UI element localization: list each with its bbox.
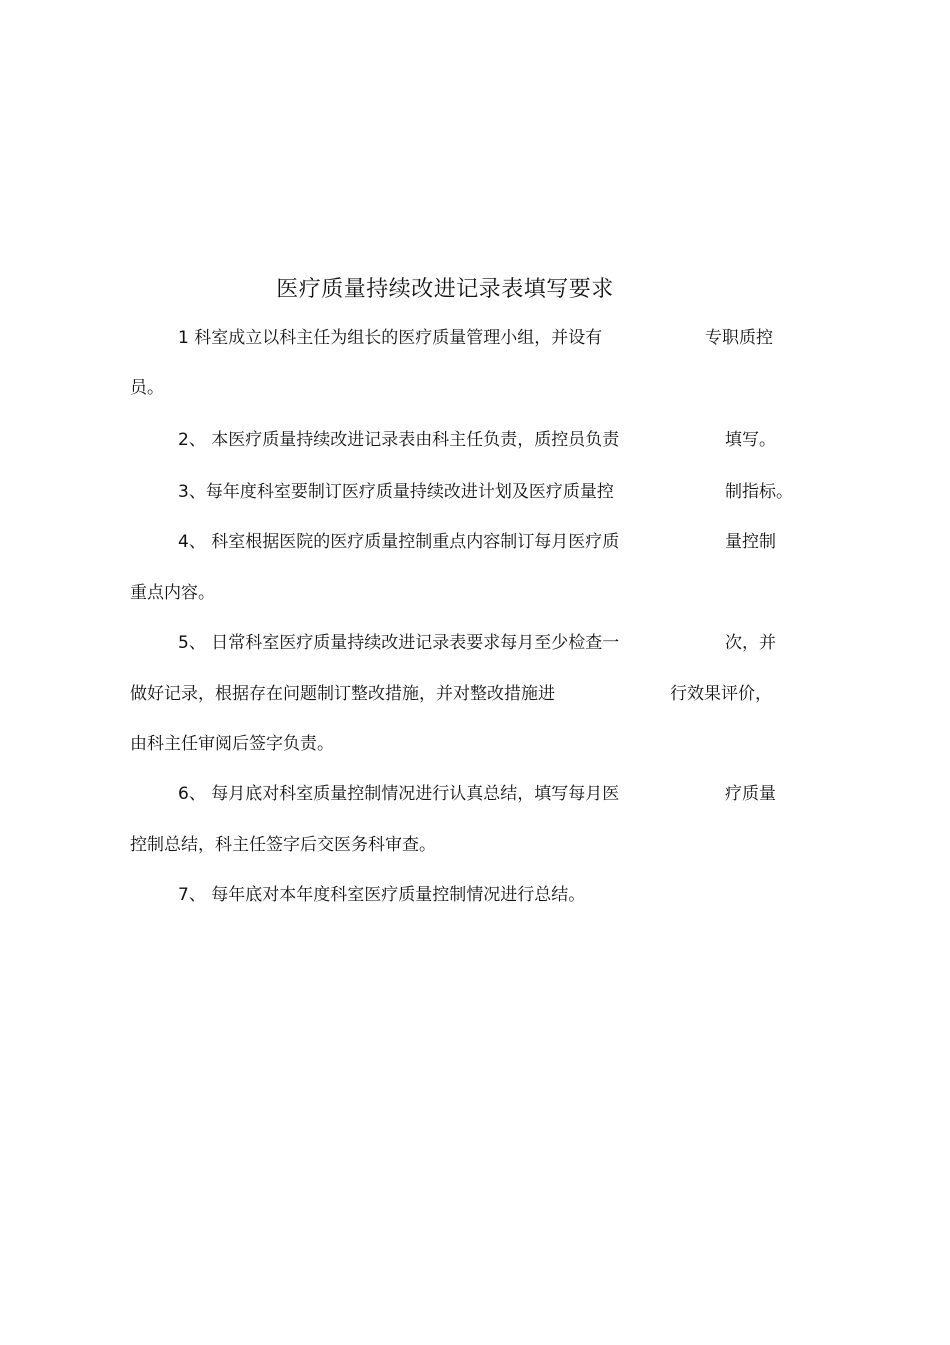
paragraph-5-text-c: 做好记录，根据存在问题制订整改措施，并对整改措施进 (130, 684, 555, 704)
paragraph-1-line-2 (130, 373, 820, 403)
paragraph-6-text-a: 6、 每月底对科室质量控制情况进行认真总结，填写每月医 (178, 784, 620, 804)
paragraph-3-text-a: 3、每年度科室要制订医疗质量持续改进计划及医疗质量控 (178, 482, 614, 502)
paragraph-1-text-a: 1 科室成立以科主任为组长的医疗质量管理小组，并设有 (178, 328, 603, 348)
paragraph-7-line-1 (130, 880, 820, 910)
paragraph-7-text-a: 7、 每年底对本年度科室医疗质量控制情况进行总结。 (178, 885, 586, 905)
paragraph-5-line-1 (130, 628, 820, 658)
paragraph-1-line-1 (130, 323, 820, 353)
paragraph-3-text-b: 制指标。 (725, 482, 793, 502)
paragraph-5-line-3 (130, 729, 820, 759)
paragraph-1-text-c: 员。 (130, 378, 164, 398)
paragraph-4-line-2 (130, 578, 820, 608)
paragraph-5-line-2 (130, 679, 820, 709)
paragraph-5-text-a: 5、 日常科室医疗质量持续改进记录表要求每月至少检查一 (178, 633, 620, 653)
paragraph-6-line-2 (130, 830, 820, 860)
document-title: 医疗质量持续改进记录表填写要求 (276, 277, 614, 302)
paragraph-3-line-1 (130, 477, 820, 507)
paragraph-2-text-a: 2、 本医疗质量持续改进记录表由科主任负责，质控员负责 (178, 430, 620, 450)
paragraph-4-text-b: 量控制 (725, 532, 776, 552)
paragraph-2-line-1 (130, 425, 820, 455)
paragraph-6-text-c: 控制总结，科主任签字后交医务科审查。 (130, 835, 436, 855)
paragraph-5-text-b: 次，并 (725, 633, 776, 653)
paragraph-6-text-b: 疗质量 (725, 784, 776, 804)
paragraph-4-line-1 (130, 527, 820, 557)
paragraph-1-text-b: 专职质控 (705, 328, 773, 348)
paragraph-2-text-b: 填写。 (725, 430, 776, 450)
paragraph-5-text-e: 由科主任审阅后签字负责。 (130, 734, 334, 754)
paragraph-5-text-d: 行效果评价， (670, 684, 772, 704)
paragraph-4-text-c: 重点内容。 (130, 583, 215, 603)
paragraph-6-line-1 (130, 779, 820, 809)
paragraph-4-text-a: 4、 科室根据医院的医疗质量控制重点内容制订每月医疗质 (178, 532, 620, 552)
